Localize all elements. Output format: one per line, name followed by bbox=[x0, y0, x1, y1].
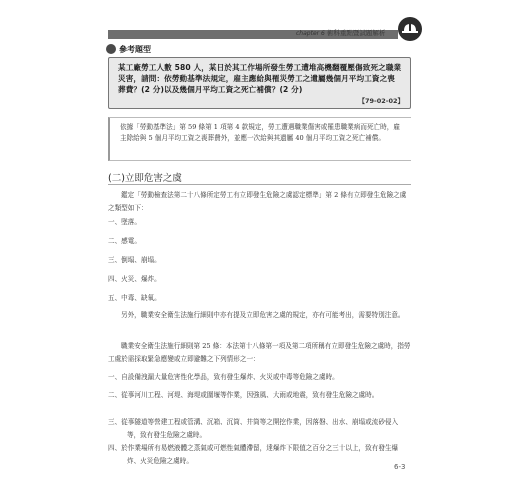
regulation-item: 二、從事河川工程、河堤、海堤或圍堰等作業，因強風、大雨或地震，致有發生危險之虞時。 bbox=[108, 391, 379, 399]
regulation-item: 三、從事隧道等營建工程或管溝、沉箱、沉筒、井筒等之開挖作業，因落磐、出水、崩塌或流砂侵入等，致有發生危險之虞時。 bbox=[108, 418, 399, 439]
section-divider bbox=[108, 184, 411, 185]
chapter-title: 術科重點暨試題解析 bbox=[326, 29, 386, 37]
question-code: 【79-02-02】 bbox=[358, 97, 404, 105]
worker-helmet-icon bbox=[398, 17, 422, 41]
question-box bbox=[108, 57, 411, 109]
danger-type-item: 三、倒塌、崩塌。 bbox=[108, 256, 161, 264]
danger-type-item: 一、墜落。 bbox=[108, 218, 141, 226]
answer-box bbox=[108, 117, 411, 161]
chapter-label: chapter 6 bbox=[296, 30, 325, 37]
paragraph-regulation: 職業安全衛生法施行細則第 25 條：本法第十八條第一項及第二項所稱有立即發生危險之虞時，指勞工處於需採取緊急應變或立即避難之下列情形之一： bbox=[108, 342, 411, 363]
reference-label: 參考題型 bbox=[119, 45, 151, 54]
danger-type-item: 四、火災、爆炸。 bbox=[108, 275, 161, 283]
paragraph-note: 另外，職業安全衛生法施行細則中亦有提及立即危害之虞的規定，亦有可能考出，需要特別注意。 bbox=[121, 311, 405, 319]
running-header bbox=[296, 28, 385, 37]
question-text: 某工廠勞工人數 580 人，某日於其工作場所發生勞工遭堆高機翻覆壓傷致死之職業災害，請問：依勞動基準法規定，雇主應給與罹災勞工之遺屬幾個月平均工資之喪葬費？(2 分)以及幾個月平均工資之死亡補償？(2 分) bbox=[118, 63, 402, 94]
reference-badge-icon bbox=[106, 44, 116, 54]
section-heading: (二)立即危害之虞 bbox=[108, 173, 182, 184]
page-number: 6-3 bbox=[394, 463, 406, 471]
danger-type-item: 二、感電。 bbox=[108, 237, 141, 245]
regulation-item: 四、於作業場所有易燃液體之蒸氣或可燃性氣體滯留，達爆炸下限值之百分之三十以上，致有發生爆炸、火災危險之虞時。 bbox=[108, 444, 399, 465]
answer-text: 依據「勞動基準法」第 59 條第 1 項第 4 款規定，勞工遭遇職業傷害或罹患職業病而死亡時，雇主除給與 5 個月平均工資之喪葬費外，並應一次給與其遺屬 40 個月平均工資之死亡補償。 bbox=[120, 123, 400, 142]
regulation-item: 一、自設備洩漏大量危害性化學品，致有發生爆炸、火災或中毒等危險之虞時。 bbox=[108, 373, 339, 381]
danger-type-item: 五、中毒、缺氧。 bbox=[108, 294, 161, 302]
section-intro: 鑑定「勞動檢查法第二十八條所定勞工有立即發生危險之虞認定標準」第 2 條有立即發生危險之虞之類型如下： bbox=[108, 191, 407, 212]
